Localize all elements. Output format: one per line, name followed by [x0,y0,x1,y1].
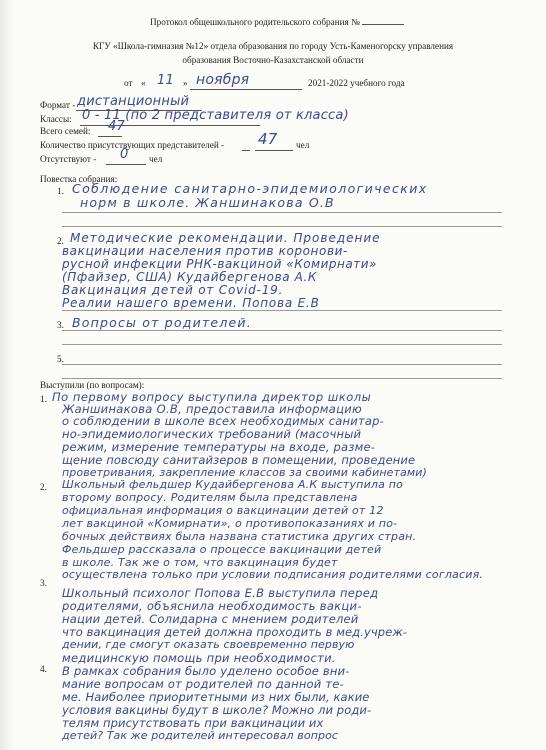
speaker-number: 1. [40,394,47,404]
agenda-item-line: Вакцинация детей от Covid-19. [62,283,284,297]
agenda-item-line: вакцинации населения против коронови- [62,244,348,258]
absent-label: Отсутствуют - [40,154,97,164]
absent-unit: чел [149,154,163,164]
agenda-heading: Повестка собрания: [40,174,118,184]
speaker-line: в школе. Так же о том, что вакцинация будет [62,556,338,569]
agenda-item-line: русной инфекции РНК-вакциной «Комирнати» [62,257,377,271]
protocol-title: Протокол общешкольного родительского собрания № [150,17,404,27]
organization-line-1: КГУ «Школа-гимназия №12» отдела образования по городу Усть-Каменогорску управления [92,41,454,51]
quote-close: » [183,78,188,88]
speaker-line: По первому вопросу выступила директор школы [52,390,372,404]
speaker-line: Фельдшер рассказала о процессе вакцинации детей [62,543,382,556]
speaker-line: Жаншинакова О.В, предоставила информацию [62,402,363,416]
present-unit: чел [296,140,310,150]
speaker-line: детей? Так же родителей интересовал вопрос [62,729,339,742]
present-value: 47 [258,130,278,148]
agenda-item-line: Реалии нашего времени. Попова Е.В [62,296,320,310]
date-month: ноября [196,72,250,88]
speaker-line: о соблюдении в школе всех необходимых санитар- [62,414,384,428]
classes-label: Классы: [40,114,72,124]
agenda-item-line: Методические рекомендации. Проведение [70,231,381,245]
scan-edge [0,0,14,750]
speaker-line: условия вакцины будут в школе? Можно ли роди- [62,703,372,717]
speaker-line: проветривания, закрепление классов за своими кабинетами) [62,466,427,479]
agenda-item-line: (Пфайзер, США) Кудайбергенова А.К [62,270,317,284]
agenda-number: 5. [57,354,64,364]
date-day: 11 [157,73,174,88]
speaker-line: нации детей. Солидарна с мнением родителей [62,612,359,626]
speaker-line: родителями, объяснила необходимость вакци- [62,599,362,613]
organization-line-2: образования Восточно-Казахстанской области [182,55,364,65]
absent-value: 0 [120,147,129,162]
format-label: Формат - [40,100,76,110]
speaker-line: режим, измерение температуры на входе, разме- [62,440,376,454]
speaker-line: бочных действиях была названа статистика других стран. [62,530,417,543]
speaker-line: осуществлена только при условии подписания родителями согласия. [62,568,484,581]
speaker-line: второму вопросу. Родителям была представлена [62,491,358,504]
speaker-line: ме. Наиболее приоритетными из них были, какие [62,690,370,704]
speaker-line: В рамках собрания было уделено особое вни- [62,664,350,678]
agenda-number: 2. [57,236,64,246]
speaker-number: 2. [40,482,47,492]
quote-open: « [141,78,146,88]
speaker-line: щение повсюду санитайзеров в помещении, проведение [62,453,416,467]
speaker-line: дении, где смогут оказать своевременно первую [62,638,355,651]
agenda-item-line: норм в школе. Жаншинакова О.В [80,195,335,210]
speaker-line: что вакцинация детей должна проходить в мед.учреж- [62,625,408,639]
agenda-number: 3. [57,320,64,330]
speaker-line: официальная информация о вакцинации детей от 12 [62,504,384,517]
speaker-line: но-эпидемиологических требований (масочный [62,427,362,441]
speaker-line: мание вопросам от родителей по данной те- [62,677,344,691]
speaker-number: 4. [40,664,47,674]
speaker-line: медицинскую помощь при необходимости. [62,651,336,665]
speaker-line: лет вакциной «Комирнати», о противопоказаниях и по- [62,517,398,530]
families-label: Всего семей: [40,126,91,136]
classes-value: 0 - 11 (по 2 представителя от класса) [82,108,349,123]
date-prefix: от [124,78,133,88]
speakers-heading: Выступили (по вопросам): [40,380,145,390]
school-year: 2021-2022 учебного года [308,78,405,88]
speaker-line: телям присутствовать при вакцинации их [62,716,324,730]
speaker-line: Школьный фельдшер Кудайбергенова А.К выступила по [62,478,404,491]
families-value: 47 [108,119,125,134]
agenda-item-line: Соблюдение санитарно-эпидемиологических [72,181,428,196]
speaker-number: 3. [40,578,47,588]
agenda-item-line: Вопросы от родителей. [72,315,252,330]
agenda-number: 1. [57,186,64,196]
present-label: Количество присутствующих представителей - [40,140,225,150]
speaker-line: Школьный психолог Попова Е.В выступила перед [62,586,379,600]
format-value: дистанционный [77,94,190,109]
